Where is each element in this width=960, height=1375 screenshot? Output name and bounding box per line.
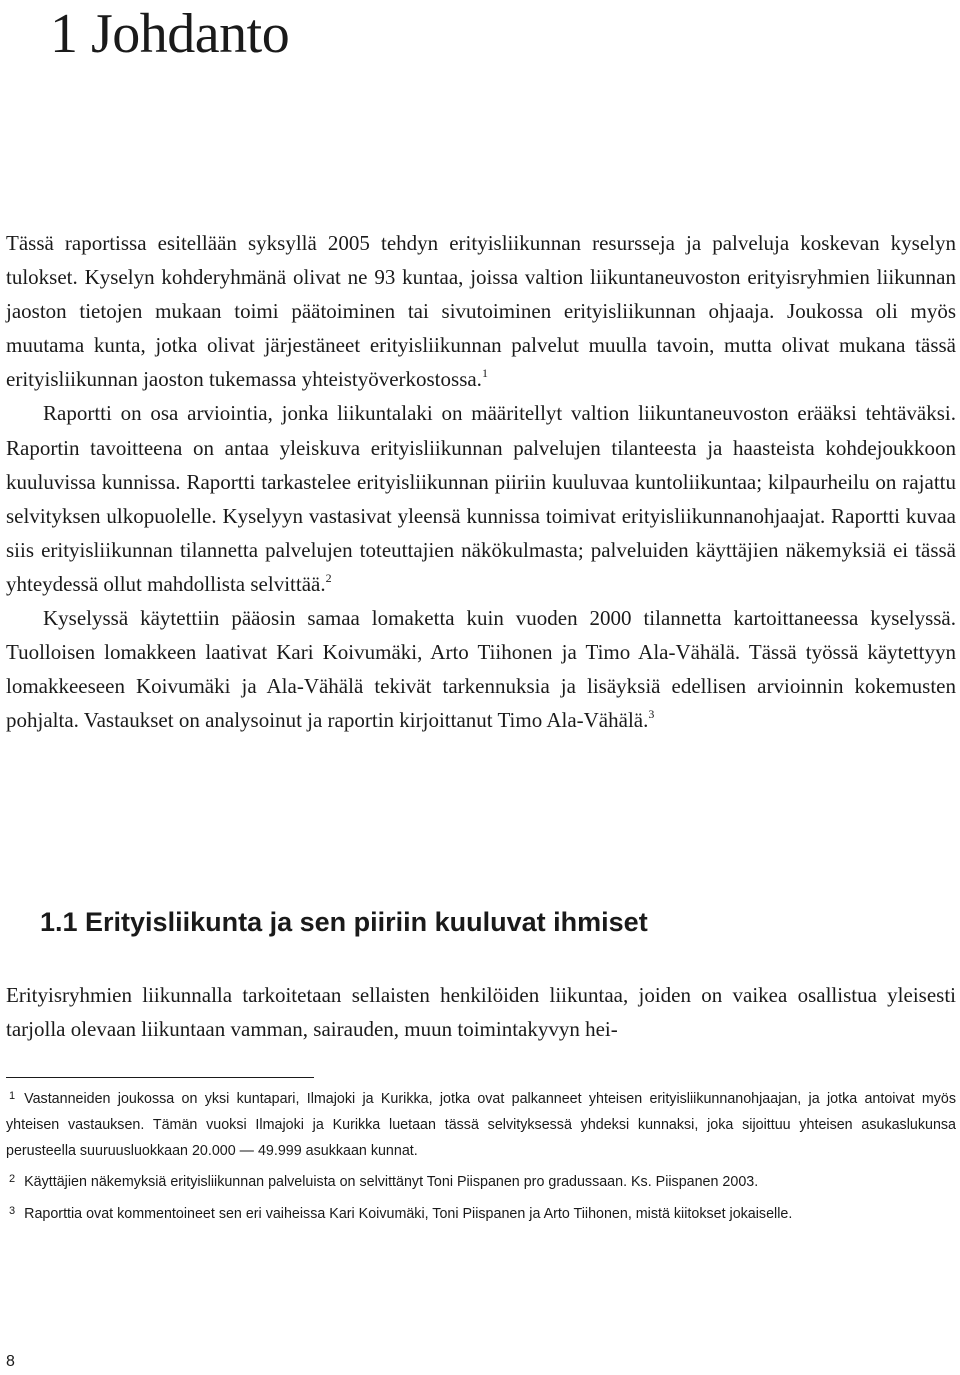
footnote-number: 1 xyxy=(9,1090,16,1102)
page-number: 8 xyxy=(6,1353,15,1370)
footnote-number: 2 xyxy=(9,1173,16,1186)
footnote-text: Käyttäjien näkemyksiä erityisliikunnan palveluista on selvittänyt Toni Piispanen pro gradussaan. Ks. Piispanen 2003. xyxy=(24,1174,759,1191)
intro-paragraph-1 xyxy=(6,226,956,396)
introduction-text xyxy=(6,226,956,737)
intro-paragraph-3-text: Kyselyssä käytettiin pääosin samaa lomaketta kuin vuoden 2000 tilannetta kartoittaneessa kyselyssä. Tuolloisen lomakkeen laativat Kari Koivumäki, Arto Tiihonen ja Timo Ala-Vähälä. Tässä työssä käytettyyn lomakkeeseen Koivumäki ja Ala-Vähälä tekivät tarkennuksia ja lisäyksiä edellisen arvioinnin kokemusten pohjalta. Vastaukset on analysoinut ja raportin kirjoittanut Timo Ala-Vähälä. xyxy=(6,606,956,733)
footnote-text: Raporttia ovat kommentoineet sen eri vaiheissa Kari Koivumäki, Toni Piispanen ja Arto Tiihonen, mistä kiitokset jokaiselle. xyxy=(24,1206,793,1223)
intro-paragraph-3 xyxy=(6,601,956,737)
intro-paragraph-2 xyxy=(6,396,956,601)
footnote-ref-2[interactable]: 2 xyxy=(325,570,332,585)
footnote-text: Vastanneiden joukossa on yksi kuntapari, Ilmajoki ja Kurikka, jotka ovat palkanneet yhteisen erityisliikunnanohjaajan, ja jotka antoivat myös yhteisen vastauksen. Tämän vuoksi Ilmajoki ja Kurikka luetaan tässä selvityksessä yhdeksi kunnaksi, joka sijoittuu yhteisen asukaslukunsa perusteella suuruusluokkaan 20.000 — 49.999 asukkaan kunnat. xyxy=(6,1091,956,1159)
footnotes xyxy=(6,1087,956,1234)
footnote-1 xyxy=(6,1087,956,1164)
footnote-divider xyxy=(6,1077,314,1078)
intro-paragraph-2-text: Raportti on osa arviointia, jonka liikuntalaki on määritellyt valtion liikuntaneuvoston erääksi tehtäväksi. Raportin tavoitteena on antaa yleiskuva erityisliikunnan palvelujen tilanteesta ja haasteista kohdejoukkoon kuuluvissa kunnissa. Raportti tarkastelee erityisliikunnan piiriin kuuluvaa kuntoliikuntaa; kilpaurheilu on rajattu selvityksen ulkopuolelle. Kyselyyn vastasivat yleensä kunnissa toimivat erityisliikunnanohjaajat. Raportti kuvaa siis erityisliikunnan tilannetta palvelujen toteuttajien näkökulmasta; palveluiden käyttäjien näkemyksiä ei tässä yhteydessä ollut mahdollista selvittää. xyxy=(6,401,956,596)
section-paragraph-1: Erityisryhmien liikunnalla tarkoitetaan sellaisten henkilöiden liikuntaa, joiden on vaikea osallistua yleisesti tarjolla olevaan liikuntaan vamman, sairauden, muun toimintakyvyn hei- xyxy=(6,983,956,1041)
intro-paragraph-1-text: Tässä raportissa esitellään syksyllä 2005 tehdyn erityisliikunnan resursseja ja palveluja koskevan kyselyn tulokset. Kyselyn kohderyhmänä olivat ne 93 kuntaa, joissa valtion liikuntaneuvoston erityisryhmien liikunnan jaoston tietojen mukaan toimi päätoiminen tai sivutoiminen erityisliikunnan ohjaaja. Joukossa oli myös muutama kunta, jotka olivat järjestäneet erityisliikunnan palvelut muulla tavoin, mutta olivat mukana tässä erityisliikunnan jaoston tukemassa yhteistyöverkostossa. xyxy=(6,231,956,392)
section-title: 1.1 Erityisliikunta ja sen piiriin kuuluvat ihmiset xyxy=(40,907,648,937)
footnote-2 xyxy=(6,1170,956,1196)
section-text xyxy=(6,978,956,1046)
footnote-ref-3[interactable]: 3 xyxy=(648,707,655,722)
footnote-ref-1[interactable]: 1 xyxy=(481,366,488,381)
chapter-title: 1 Johdanto xyxy=(50,3,290,65)
footnote-3 xyxy=(6,1202,956,1228)
footnote-number: 3 xyxy=(9,1205,16,1218)
